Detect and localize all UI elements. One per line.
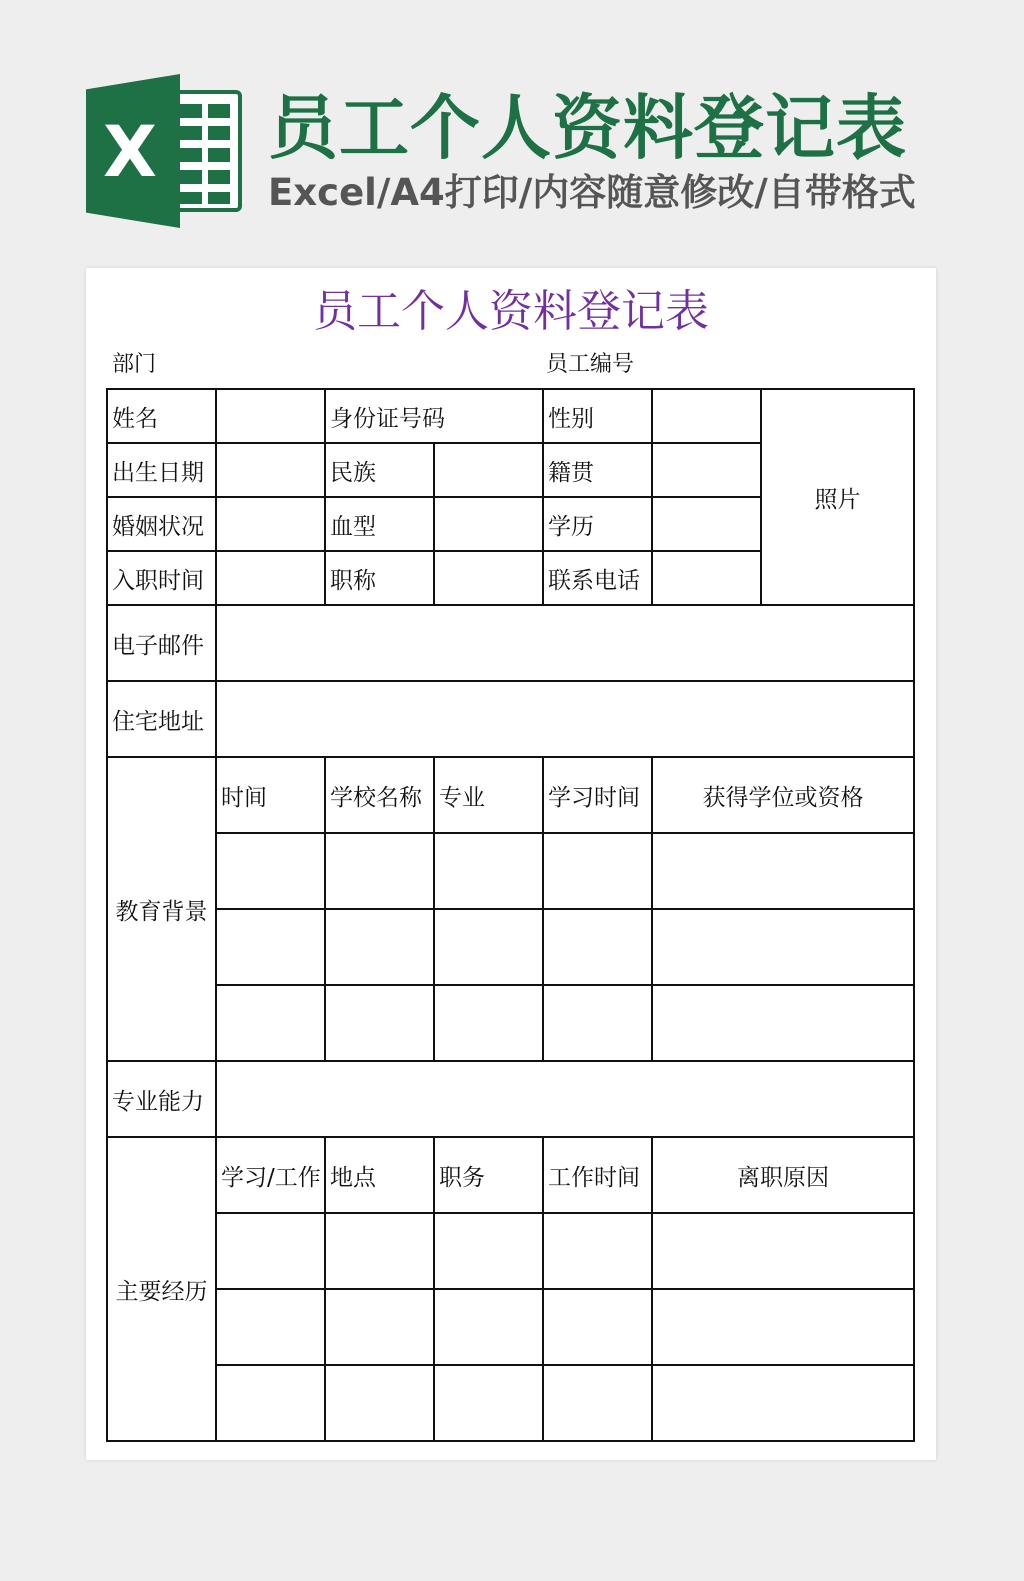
registration-table — [106, 388, 915, 1442]
excel-logo-letter: X — [103, 111, 157, 193]
address-label: 住宅地址 — [107, 681, 216, 757]
job-title-field[interactable] — [434, 551, 543, 605]
education-label: 学历 — [543, 497, 652, 551]
edu-header-time: 时间 — [216, 757, 325, 833]
name-label: 姓名 — [107, 389, 216, 443]
exp-cell[interactable] — [543, 1365, 652, 1441]
edu-cell[interactable] — [325, 985, 434, 1061]
address-field[interactable] — [216, 681, 914, 757]
exp-cell[interactable] — [325, 1365, 434, 1441]
gender-label: 性别 — [543, 389, 652, 443]
ethnicity-field[interactable] — [434, 443, 543, 497]
phone-field[interactable] — [652, 551, 761, 605]
excel-icon — [86, 74, 246, 228]
exp-header-leave-reason: 离职原因 — [652, 1137, 914, 1213]
exp-cell[interactable] — [325, 1289, 434, 1365]
edu-cell[interactable] — [434, 909, 543, 985]
form-paper — [86, 268, 936, 1460]
edu-cell[interactable] — [216, 985, 325, 1061]
hire-date-field[interactable] — [216, 551, 325, 605]
email-label: 电子邮件 — [107, 605, 216, 681]
birth-date-label: 出生日期 — [107, 443, 216, 497]
edu-cell[interactable] — [543, 985, 652, 1061]
edu-header-school: 学校名称 — [325, 757, 434, 833]
edu-cell[interactable] — [216, 833, 325, 909]
photo-cell[interactable]: 照片 — [761, 389, 914, 605]
form-title: 员工个人资料登记表 — [313, 286, 709, 337]
marital-status-label: 婚姻状况 — [107, 497, 216, 551]
employee-id-label: 员工编号 — [546, 352, 635, 377]
exp-cell[interactable] — [434, 1289, 543, 1365]
edu-cell[interactable] — [652, 909, 914, 985]
banner-title: 员工个人资料登记表 — [268, 87, 907, 169]
birth-date-field[interactable] — [216, 443, 325, 497]
name-field[interactable] — [216, 389, 325, 443]
job-title-label: 职称 — [325, 551, 434, 605]
exp-cell[interactable] — [434, 1365, 543, 1441]
ethnicity-label: 民族 — [325, 443, 434, 497]
edu-header-study-time: 学习时间 — [543, 757, 652, 833]
skills-field[interactable] — [216, 1061, 914, 1137]
hire-date-label: 入职时间 — [107, 551, 216, 605]
edu-cell[interactable] — [652, 985, 914, 1061]
id-number-label: 身份证号码 — [325, 389, 543, 443]
edu-cell[interactable] — [325, 833, 434, 909]
skills-label: 专业能力 — [107, 1061, 216, 1137]
exp-cell[interactable] — [543, 1289, 652, 1365]
marital-status-field[interactable] — [216, 497, 325, 551]
email-field[interactable] — [216, 605, 914, 681]
exp-cell[interactable] — [216, 1365, 325, 1441]
blood-type-field[interactable] — [434, 497, 543, 551]
edu-cell[interactable] — [434, 833, 543, 909]
edu-header-major: 专业 — [434, 757, 543, 833]
gender-field[interactable] — [652, 389, 761, 443]
banner — [0, 0, 1024, 260]
exp-cell[interactable] — [652, 1289, 914, 1365]
education-section-label: 教育背景 — [107, 757, 216, 1061]
exp-cell[interactable] — [652, 1365, 914, 1441]
exp-header-study-work: 学习/工作 — [216, 1137, 325, 1213]
exp-cell[interactable] — [216, 1213, 325, 1289]
exp-header-location: 地点 — [325, 1137, 434, 1213]
native-place-label: 籍贯 — [543, 443, 652, 497]
exp-cell[interactable] — [325, 1213, 434, 1289]
edu-header-degree: 获得学位或资格 — [652, 757, 914, 833]
edu-cell[interactable] — [434, 985, 543, 1061]
exp-cell[interactable] — [216, 1289, 325, 1365]
edu-cell[interactable] — [543, 833, 652, 909]
edu-cell[interactable] — [216, 909, 325, 985]
edu-cell[interactable] — [652, 833, 914, 909]
edu-cell[interactable] — [325, 909, 434, 985]
department-label: 部门 — [112, 352, 157, 377]
exp-cell[interactable] — [652, 1213, 914, 1289]
exp-cell[interactable] — [434, 1213, 543, 1289]
exp-header-position: 职务 — [434, 1137, 543, 1213]
experience-section-label: 主要经历 — [107, 1137, 216, 1441]
phone-label: 联系电话 — [543, 551, 652, 605]
education-field[interactable] — [652, 497, 761, 551]
exp-cell[interactable] — [543, 1213, 652, 1289]
native-place-field[interactable] — [652, 443, 761, 497]
exp-header-work-time: 工作时间 — [543, 1137, 652, 1213]
blood-type-label: 血型 — [325, 497, 434, 551]
edu-cell[interactable] — [543, 909, 652, 985]
banner-subtitle: Excel/A4打印/内容随意修改/自带格式 — [268, 171, 916, 214]
spreadsheet-grid-icon — [172, 90, 242, 212]
